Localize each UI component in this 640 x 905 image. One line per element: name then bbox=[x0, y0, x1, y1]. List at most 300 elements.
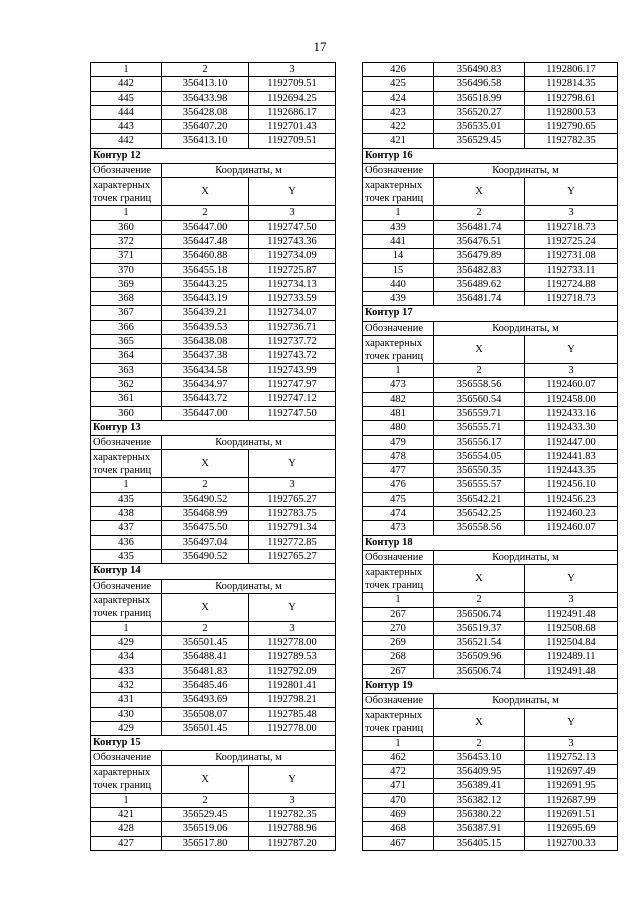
table-row bbox=[91, 678, 336, 692]
coordinates-header: Координаты, м bbox=[162, 751, 336, 765]
y-coordinate-cell: 1192700.33 bbox=[525, 836, 618, 850]
table-row bbox=[91, 349, 336, 363]
y-coordinate-cell: 1192447.00 bbox=[525, 435, 618, 449]
header-row bbox=[363, 336, 618, 364]
x-coordinate-cell: 356558.56 bbox=[434, 521, 525, 535]
point-id-cell: 470 bbox=[363, 793, 434, 807]
point-id-cell: 429 bbox=[91, 636, 162, 650]
table-row bbox=[91, 707, 336, 721]
x-coordinate-cell: 356475.50 bbox=[162, 521, 249, 535]
point-id-cell: 438 bbox=[91, 507, 162, 521]
point-id-cell: 269 bbox=[363, 636, 434, 650]
point-id-cell: 426 bbox=[363, 63, 434, 77]
table-row bbox=[363, 779, 618, 793]
column-number: 3 bbox=[249, 206, 336, 220]
table-row bbox=[91, 91, 336, 105]
x-coordinate-cell: 356476.51 bbox=[434, 234, 525, 248]
x-coordinate-cell: 356447.00 bbox=[162, 406, 249, 420]
point-id-cell: 424 bbox=[363, 91, 434, 105]
x-coordinate-cell: 356490.52 bbox=[162, 549, 249, 563]
y-coordinate-cell: 1192734.07 bbox=[249, 306, 336, 320]
page-number: 17 bbox=[313, 39, 327, 54]
y-coordinate-cell: 1192736.71 bbox=[249, 320, 336, 334]
x-coordinate-cell: 356434.58 bbox=[162, 363, 249, 377]
table-row bbox=[363, 521, 618, 535]
table-row bbox=[91, 105, 336, 119]
point-id-cell: 443 bbox=[91, 120, 162, 134]
table-row bbox=[91, 120, 336, 134]
column-number-row bbox=[91, 206, 336, 220]
x-coordinate-cell: 356405.15 bbox=[434, 836, 525, 850]
column-number: 2 bbox=[434, 206, 525, 220]
contour-title: Контур 16 bbox=[363, 148, 618, 163]
x-coordinate-cell: 356488.41 bbox=[162, 650, 249, 664]
x-coordinate-cell: 356490.83 bbox=[434, 63, 525, 77]
x-coordinate-cell: 356413.10 bbox=[162, 134, 249, 148]
y-coordinate-cell: 1192694.25 bbox=[249, 91, 336, 105]
y-coordinate-cell: 1192733.11 bbox=[525, 263, 618, 277]
header-row bbox=[91, 450, 336, 478]
point-id-cell: 439 bbox=[363, 292, 434, 306]
table-row bbox=[363, 120, 618, 134]
x-header: X bbox=[434, 336, 525, 364]
table-row bbox=[363, 636, 618, 650]
designation-header: Обозначение bbox=[363, 694, 434, 708]
x-coordinate-cell: 356555.71 bbox=[434, 421, 525, 435]
contour-title: Контур 15 bbox=[91, 736, 336, 751]
point-id-cell: 362 bbox=[91, 377, 162, 391]
y-coordinate-cell: 1192752.13 bbox=[525, 750, 618, 764]
x-coordinate-cell: 356508.07 bbox=[162, 707, 249, 721]
column-number: 2 bbox=[162, 63, 249, 77]
point-id-cell: 445 bbox=[91, 91, 162, 105]
column-number: 1 bbox=[91, 621, 162, 635]
x-coordinate-cell: 356509.96 bbox=[434, 650, 525, 664]
x-coordinate-cell: 356519.37 bbox=[434, 621, 525, 635]
x-coordinate-cell: 356489.62 bbox=[434, 277, 525, 291]
x-coordinate-cell: 356437.38 bbox=[162, 349, 249, 363]
contour-title-row bbox=[91, 564, 336, 579]
point-id-cell: 421 bbox=[91, 808, 162, 822]
point-id-cell: 364 bbox=[91, 349, 162, 363]
x-coordinate-cell: 356520.27 bbox=[434, 105, 525, 119]
point-id-cell: 429 bbox=[91, 721, 162, 735]
x-coordinate-cell: 356501.45 bbox=[162, 636, 249, 650]
designation-header: Обозначение bbox=[91, 164, 162, 178]
column-number-row bbox=[363, 364, 618, 378]
table-row bbox=[91, 249, 336, 263]
boundary-points-header: характерных точек границ bbox=[363, 336, 434, 364]
coordinates-header: Координаты, м bbox=[162, 436, 336, 450]
y-coordinate-cell: 1192747.50 bbox=[249, 220, 336, 234]
contour-title: Контур 13 bbox=[91, 420, 336, 435]
designation-header: Обозначение bbox=[91, 436, 162, 450]
table-row bbox=[363, 63, 618, 77]
point-id-cell: 270 bbox=[363, 621, 434, 635]
table-row bbox=[363, 234, 618, 248]
column-number: 3 bbox=[249, 63, 336, 77]
point-id-cell: 436 bbox=[91, 535, 162, 549]
x-coordinate-cell: 356550.35 bbox=[434, 464, 525, 478]
table-row bbox=[363, 664, 618, 678]
x-header: X bbox=[434, 708, 525, 736]
x-coordinate-cell: 356485.46 bbox=[162, 678, 249, 692]
y-coordinate-cell: 1192491.48 bbox=[525, 664, 618, 678]
point-id-cell: 441 bbox=[363, 234, 434, 248]
contour-title-row bbox=[91, 736, 336, 751]
table-row bbox=[363, 464, 618, 478]
x-coordinate-cell: 356389.41 bbox=[434, 779, 525, 793]
table-row bbox=[363, 449, 618, 463]
contour-title: Контур 19 bbox=[363, 678, 618, 693]
point-id-cell: 267 bbox=[363, 607, 434, 621]
column-number-row bbox=[363, 206, 618, 220]
y-coordinate-cell: 1192718.73 bbox=[525, 220, 618, 234]
x-coordinate-cell: 356439.21 bbox=[162, 306, 249, 320]
header-row bbox=[363, 565, 618, 593]
table-row bbox=[91, 220, 336, 234]
point-id-cell: 467 bbox=[363, 836, 434, 850]
y-coordinate-cell: 1192725.87 bbox=[249, 263, 336, 277]
point-id-cell: 440 bbox=[363, 277, 434, 291]
column-number: 1 bbox=[363, 593, 434, 607]
point-id-cell: 442 bbox=[91, 134, 162, 148]
header-row bbox=[91, 765, 336, 793]
contour-title-row bbox=[363, 678, 618, 693]
designation-header: Обозначение bbox=[363, 550, 434, 564]
y-coordinate-cell: 1192814.35 bbox=[525, 77, 618, 91]
x-coordinate-cell: 356434.97 bbox=[162, 377, 249, 391]
header-row bbox=[91, 164, 336, 178]
column-number: 3 bbox=[525, 593, 618, 607]
column-number: 1 bbox=[363, 364, 434, 378]
point-id-cell: 439 bbox=[363, 220, 434, 234]
y-coordinate-cell: 1192747.12 bbox=[249, 392, 336, 406]
header-row bbox=[91, 579, 336, 593]
point-id-cell: 361 bbox=[91, 392, 162, 406]
table-row bbox=[363, 836, 618, 850]
table-row bbox=[363, 77, 618, 91]
x-coordinate-cell: 356542.21 bbox=[434, 492, 525, 506]
point-id-cell: 478 bbox=[363, 449, 434, 463]
table-row bbox=[363, 292, 618, 306]
point-id-cell: 365 bbox=[91, 335, 162, 349]
x-coordinate-cell: 356443.19 bbox=[162, 292, 249, 306]
y-header: Y bbox=[249, 450, 336, 478]
column-number-row bbox=[91, 621, 336, 635]
point-id-cell: 360 bbox=[91, 406, 162, 420]
boundary-points-header: характерных точек границ bbox=[91, 593, 162, 621]
y-coordinate-cell: 1192456.23 bbox=[525, 492, 618, 506]
y-coordinate-cell: 1192686.17 bbox=[249, 105, 336, 119]
y-coordinate-cell: 1192697.49 bbox=[525, 765, 618, 779]
x-coordinate-cell: 356407.20 bbox=[162, 120, 249, 134]
x-coordinate-cell: 356490.52 bbox=[162, 492, 249, 506]
table-row bbox=[363, 492, 618, 506]
table-row bbox=[363, 249, 618, 263]
table-row bbox=[91, 822, 336, 836]
x-coordinate-cell: 356460.88 bbox=[162, 249, 249, 263]
point-id-cell: 431 bbox=[91, 693, 162, 707]
point-id-cell: 422 bbox=[363, 120, 434, 134]
x-coordinate-cell: 356382.12 bbox=[434, 793, 525, 807]
column-number: 1 bbox=[363, 206, 434, 220]
x-coordinate-cell: 356380.22 bbox=[434, 808, 525, 822]
designation-header: Обозначение bbox=[363, 164, 434, 178]
point-id-cell: 442 bbox=[91, 77, 162, 91]
x-coordinate-cell: 356542.25 bbox=[434, 507, 525, 521]
y-coordinate-cell: 1192783.75 bbox=[249, 507, 336, 521]
coordinates-header: Координаты, м bbox=[162, 579, 336, 593]
table-row bbox=[91, 808, 336, 822]
contour-title-row bbox=[363, 535, 618, 550]
designation-header: Обозначение bbox=[363, 321, 434, 335]
point-id-cell: 479 bbox=[363, 435, 434, 449]
point-id-cell: 369 bbox=[91, 277, 162, 291]
table-row bbox=[91, 335, 336, 349]
table-row bbox=[363, 263, 618, 277]
boundary-points-header: характерных точек границ bbox=[91, 450, 162, 478]
y-coordinate-cell: 1192460.23 bbox=[525, 507, 618, 521]
x-coordinate-cell: 356455.18 bbox=[162, 263, 249, 277]
x-coordinate-cell: 356447.00 bbox=[162, 220, 249, 234]
table-row bbox=[363, 421, 618, 435]
column-number: 3 bbox=[249, 478, 336, 492]
x-coordinate-cell: 356479.89 bbox=[434, 249, 525, 263]
x-coordinate-cell: 356482.83 bbox=[434, 263, 525, 277]
table-row bbox=[91, 492, 336, 506]
point-id-cell: 473 bbox=[363, 521, 434, 535]
y-coordinate-cell: 1192691.51 bbox=[525, 808, 618, 822]
y-coordinate-cell: 1192798.61 bbox=[525, 91, 618, 105]
table-row bbox=[91, 650, 336, 664]
point-id-cell: 423 bbox=[363, 105, 434, 119]
point-id-cell: 372 bbox=[91, 234, 162, 248]
table-row bbox=[363, 378, 618, 392]
y-coordinate-cell: 1192733.59 bbox=[249, 292, 336, 306]
column-number: 3 bbox=[525, 364, 618, 378]
x-coordinate-cell: 356554.05 bbox=[434, 449, 525, 463]
x-coordinate-cell: 356438.08 bbox=[162, 335, 249, 349]
x-coordinate-cell: 356517.80 bbox=[162, 836, 249, 850]
boundary-points-header: характерных точек границ bbox=[363, 565, 434, 593]
y-coordinate-cell: 1192765.27 bbox=[249, 492, 336, 506]
column-number: 1 bbox=[363, 736, 434, 750]
y-coordinate-cell: 1192504.84 bbox=[525, 636, 618, 650]
x-header: X bbox=[162, 593, 249, 621]
coordinates-header: Координаты, м bbox=[434, 694, 618, 708]
table-row bbox=[91, 535, 336, 549]
column-number: 2 bbox=[162, 621, 249, 635]
x-coordinate-cell: 356555.57 bbox=[434, 478, 525, 492]
y-coordinate-cell: 1192734.13 bbox=[249, 277, 336, 291]
table-row bbox=[363, 134, 618, 148]
point-id-cell: 15 bbox=[363, 263, 434, 277]
y-header: Y bbox=[249, 593, 336, 621]
designation-header: Обозначение bbox=[91, 579, 162, 593]
x-coordinate-cell: 356535.01 bbox=[434, 120, 525, 134]
point-id-cell: 368 bbox=[91, 292, 162, 306]
x-coordinate-cell: 356558.56 bbox=[434, 378, 525, 392]
x-coordinate-cell: 356409.95 bbox=[434, 765, 525, 779]
x-coordinate-cell: 356443.72 bbox=[162, 392, 249, 406]
y-coordinate-cell: 1192691.95 bbox=[525, 779, 618, 793]
x-coordinate-cell: 356560.54 bbox=[434, 392, 525, 406]
table-row bbox=[91, 134, 336, 148]
y-coordinate-cell: 1192806.17 bbox=[525, 63, 618, 77]
y-coordinate-cell: 1192782.35 bbox=[525, 134, 618, 148]
x-coordinate-cell: 356497.04 bbox=[162, 535, 249, 549]
column-number-row bbox=[363, 593, 618, 607]
contour-title: Контур 12 bbox=[91, 148, 336, 163]
header-row bbox=[363, 708, 618, 736]
point-id-cell: 472 bbox=[363, 765, 434, 779]
y-coordinate-cell: 1192734.09 bbox=[249, 249, 336, 263]
x-coordinate-cell: 356481.83 bbox=[162, 664, 249, 678]
column-number: 1 bbox=[91, 206, 162, 220]
table-row bbox=[91, 392, 336, 406]
header-row bbox=[363, 178, 618, 206]
table-row bbox=[91, 363, 336, 377]
point-id-cell: 481 bbox=[363, 406, 434, 420]
table-row bbox=[91, 77, 336, 91]
y-coordinate-cell: 1192778.00 bbox=[249, 721, 336, 735]
table-row bbox=[363, 507, 618, 521]
x-coordinate-cell: 356518.99 bbox=[434, 91, 525, 105]
column-number: 2 bbox=[434, 593, 525, 607]
y-coordinate-cell: 1192778.00 bbox=[249, 636, 336, 650]
coordinates-header: Координаты, м bbox=[434, 550, 618, 564]
point-id-cell: 14 bbox=[363, 249, 434, 263]
contour-title-row bbox=[91, 148, 336, 163]
point-id-cell: 432 bbox=[91, 678, 162, 692]
x-coordinate-cell: 356519.06 bbox=[162, 822, 249, 836]
column-number: 2 bbox=[434, 736, 525, 750]
point-id-cell: 427 bbox=[91, 836, 162, 850]
y-coordinate-cell: 1192792.09 bbox=[249, 664, 336, 678]
x-coordinate-cell: 356468.99 bbox=[162, 507, 249, 521]
header-row bbox=[91, 436, 336, 450]
x-header: X bbox=[162, 178, 249, 206]
y-coordinate-cell: 1192737.72 bbox=[249, 335, 336, 349]
header-row bbox=[363, 164, 618, 178]
column-number: 1 bbox=[91, 478, 162, 492]
y-coordinate-cell: 1192731.08 bbox=[525, 249, 618, 263]
point-id-cell: 477 bbox=[363, 464, 434, 478]
point-id-cell: 471 bbox=[363, 779, 434, 793]
point-id-cell: 421 bbox=[363, 134, 434, 148]
column-number-row bbox=[91, 63, 336, 77]
table-row bbox=[91, 507, 336, 521]
y-header: Y bbox=[525, 178, 618, 206]
table-row bbox=[363, 277, 618, 291]
point-id-cell: 473 bbox=[363, 378, 434, 392]
point-id-cell: 475 bbox=[363, 492, 434, 506]
point-id-cell: 428 bbox=[91, 822, 162, 836]
boundary-points-header: характерных точек границ bbox=[91, 178, 162, 206]
table-row bbox=[363, 650, 618, 664]
table-row bbox=[363, 478, 618, 492]
table-row bbox=[363, 105, 618, 119]
point-id-cell: 476 bbox=[363, 478, 434, 492]
x-coordinate-cell: 356506.74 bbox=[434, 664, 525, 678]
x-header: X bbox=[162, 765, 249, 793]
point-id-cell: 363 bbox=[91, 363, 162, 377]
left-coordinates-table bbox=[90, 62, 336, 851]
column-number: 1 bbox=[91, 793, 162, 807]
contour-title-row bbox=[91, 420, 336, 435]
point-id-cell: 430 bbox=[91, 707, 162, 721]
y-coordinate-cell: 1192743.36 bbox=[249, 234, 336, 248]
y-coordinate-cell: 1192788.96 bbox=[249, 822, 336, 836]
y-coordinate-cell: 1192687.99 bbox=[525, 793, 618, 807]
x-coordinate-cell: 356428.08 bbox=[162, 105, 249, 119]
column-number: 2 bbox=[162, 206, 249, 220]
y-coordinate-cell: 1192458.00 bbox=[525, 392, 618, 406]
x-header: X bbox=[434, 178, 525, 206]
point-id-cell: 435 bbox=[91, 549, 162, 563]
table-row bbox=[91, 836, 336, 850]
y-coordinate-cell: 1192433.30 bbox=[525, 421, 618, 435]
y-coordinate-cell: 1192709.51 bbox=[249, 77, 336, 91]
y-coordinate-cell: 1192443.35 bbox=[525, 464, 618, 478]
x-coordinate-cell: 356521.54 bbox=[434, 636, 525, 650]
table-row bbox=[363, 750, 618, 764]
x-coordinate-cell: 356556.17 bbox=[434, 435, 525, 449]
x-coordinate-cell: 356529.45 bbox=[434, 134, 525, 148]
y-coordinate-cell: 1192785.48 bbox=[249, 707, 336, 721]
table-row bbox=[363, 808, 618, 822]
designation-header: Обозначение bbox=[91, 751, 162, 765]
header-row bbox=[363, 694, 618, 708]
table-row bbox=[91, 320, 336, 334]
table-row bbox=[91, 277, 336, 291]
column-number: 2 bbox=[434, 364, 525, 378]
x-header: X bbox=[162, 450, 249, 478]
y-header: Y bbox=[525, 336, 618, 364]
column-number: 3 bbox=[525, 206, 618, 220]
x-header: X bbox=[434, 565, 525, 593]
column-number: 3 bbox=[249, 793, 336, 807]
point-id-cell: 474 bbox=[363, 507, 434, 521]
column-number: 1 bbox=[91, 63, 162, 77]
table-row bbox=[91, 377, 336, 391]
table-row bbox=[91, 263, 336, 277]
y-coordinate-cell: 1192772.85 bbox=[249, 535, 336, 549]
column-number: 3 bbox=[249, 621, 336, 635]
table-row bbox=[91, 664, 336, 678]
y-coordinate-cell: 1192433.16 bbox=[525, 406, 618, 420]
contour-title-row bbox=[363, 148, 618, 163]
contour-title: Контур 17 bbox=[363, 306, 618, 321]
x-coordinate-cell: 356413.10 bbox=[162, 77, 249, 91]
point-id-cell: 366 bbox=[91, 320, 162, 334]
y-coordinate-cell: 1192460.07 bbox=[525, 378, 618, 392]
x-coordinate-cell: 356433.98 bbox=[162, 91, 249, 105]
header-row bbox=[91, 593, 336, 621]
table-row bbox=[363, 91, 618, 105]
contour-title: Контур 18 bbox=[363, 535, 618, 550]
point-id-cell: 370 bbox=[91, 263, 162, 277]
column-number-row bbox=[91, 478, 336, 492]
y-coordinate-cell: 1192789.53 bbox=[249, 650, 336, 664]
table-row bbox=[91, 306, 336, 320]
y-coordinate-cell: 1192801.41 bbox=[249, 678, 336, 692]
y-coordinate-cell: 1192743.72 bbox=[249, 349, 336, 363]
point-id-cell: 437 bbox=[91, 521, 162, 535]
point-id-cell: 367 bbox=[91, 306, 162, 320]
y-coordinate-cell: 1192701.43 bbox=[249, 120, 336, 134]
